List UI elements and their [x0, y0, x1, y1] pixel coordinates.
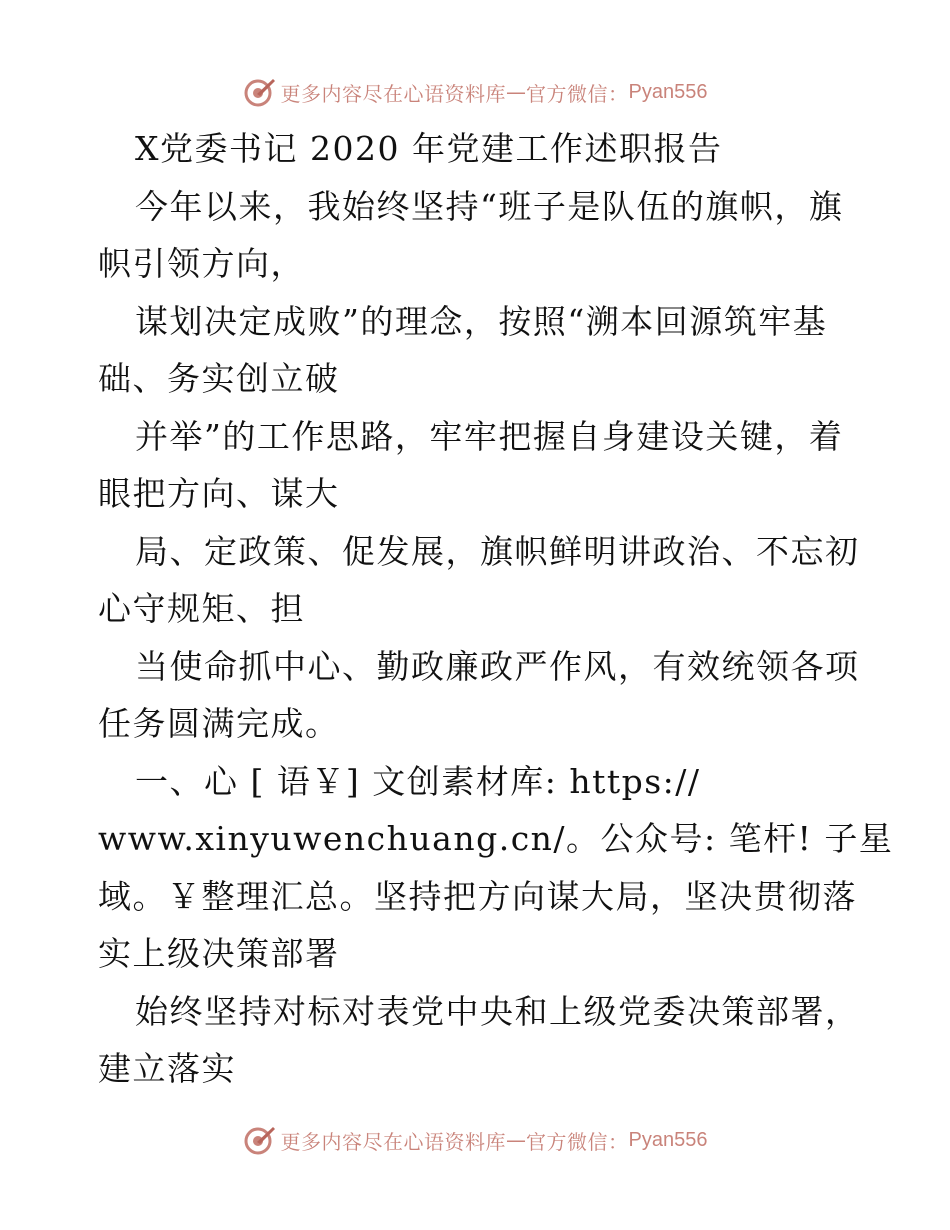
text-line: 局、定政策、促发展，旗帜鲜明讲政治、不忘初	[135, 531, 860, 571]
text-line: www.xinyuwenchuang.cn/。公众号: 笔杆! 子星	[98, 819, 894, 858]
watermark-wechat-label: 官方微信：	[526, 81, 629, 106]
text-line: 础、务实创立破	[98, 359, 340, 398]
text-line: 眼把方向、谋大	[98, 474, 340, 513]
pen-logo-icon	[243, 1123, 277, 1157]
text-line: 今年以来，我始终坚持“班子是队伍的旗帜，旗	[135, 186, 844, 226]
document-body	[98, 120, 894, 1098]
text-line: 建立落实	[98, 1049, 236, 1088]
pen-logo-icon	[243, 75, 277, 109]
document-title: X党委书记 2020 年党建工作述职报告	[135, 129, 723, 168]
watermark-text: 更多内容尽在心语资料库	[280, 1129, 507, 1154]
text-line: 帜引领方向，	[98, 244, 305, 283]
watermark-wechat-id: Pyan556	[628, 1128, 708, 1151]
text-line: 域。￥整理汇总。坚持把方向谋大局，坚决贯彻落	[98, 876, 857, 916]
text-line: 当使命抓中心、勤政廉政严作风，有效统领各项	[135, 646, 860, 686]
text-line: 始终坚持对标对表党中央和上级党委决策部署，	[135, 991, 860, 1031]
header-watermark	[0, 72, 950, 112]
footer-watermark	[0, 1120, 950, 1160]
watermark-separator: —	[506, 1128, 527, 1152]
text-line: 谋划决定成败”的理念，按照“溯本回源筑牢基	[135, 301, 828, 341]
watermark-separator: —	[506, 80, 527, 104]
text-line: 实上级决策部署	[98, 934, 340, 973]
watermark-wechat-id: Pyan556	[628, 80, 708, 103]
text-line: 心守规矩、担	[98, 589, 305, 628]
section-heading: 一、心 [ 语￥] 文创素材库: https://	[135, 761, 701, 801]
watermark-wechat-label: 官方微信：	[526, 1129, 629, 1154]
watermark-text: 更多内容尽在心语资料库	[280, 81, 507, 106]
text-line: 并举”的工作思路，牢牢把握自身建设关键，着	[135, 416, 844, 456]
text-line: 任务圆满完成。	[98, 704, 340, 743]
